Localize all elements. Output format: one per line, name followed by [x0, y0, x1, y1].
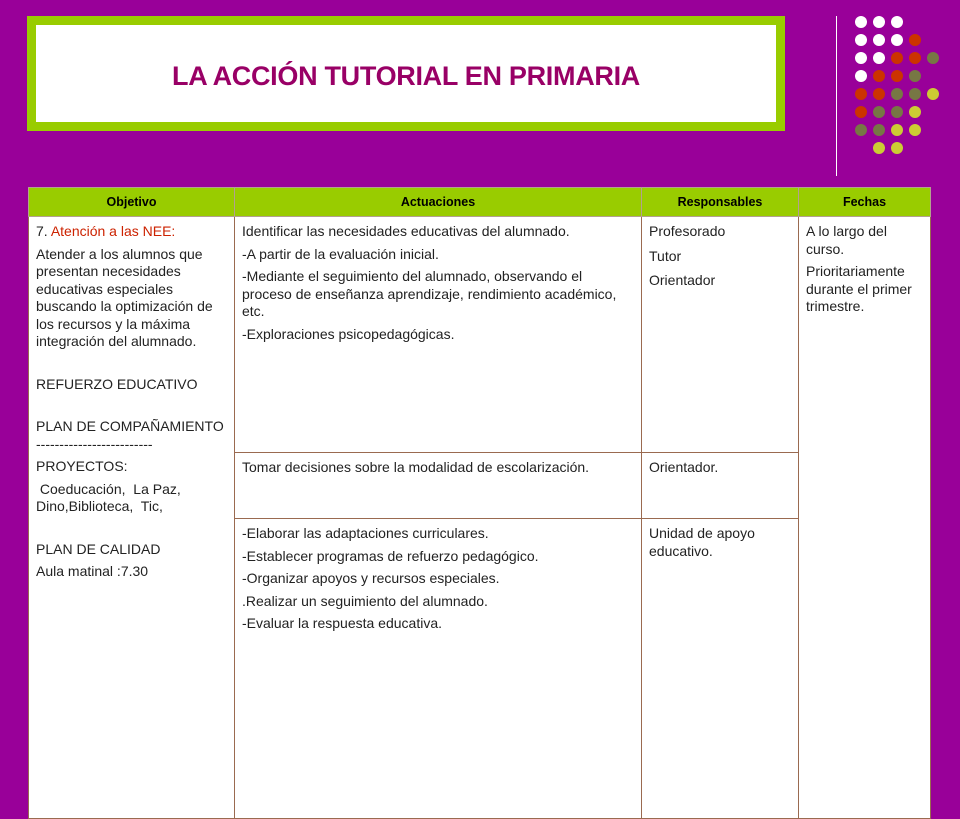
decorative-dot [873, 34, 885, 46]
tutorial-plan-table [28, 187, 931, 819]
decorative-dot [873, 124, 885, 136]
responsables-cell [642, 453, 799, 519]
decorative-dot [855, 106, 867, 118]
title-frame [27, 16, 785, 131]
decorative-dot [873, 142, 885, 154]
actuacion-text: .Realizar un seguimiento del alumnado. [242, 592, 488, 609]
objetivo-cell [29, 217, 235, 819]
responsable-text: Profesorado [649, 223, 726, 239]
actuacion-text: Identificar las necesidades educativas del alumnado. [242, 223, 570, 239]
objetivo-item: PROYECTOS: [36, 458, 128, 474]
header-actuaciones: Actuaciones [235, 188, 642, 217]
decorative-dot [891, 106, 903, 118]
decorative-dot [855, 34, 867, 46]
decorative-dot [855, 52, 867, 64]
decorative-dot [891, 70, 903, 82]
header-responsables: Responsables [642, 188, 799, 217]
actuacion-text: -Exploraciones psicopedagógicas. [242, 325, 455, 342]
decorative-dot [873, 70, 885, 82]
actuaciones-cell [235, 519, 642, 819]
actuacion-text: Tomar decisiones sobre la modalidad de escolarización. [242, 459, 590, 475]
decorative-dot [927, 88, 939, 100]
decorative-dot [855, 70, 867, 82]
decorative-dot [891, 34, 903, 46]
decorative-dot [909, 106, 921, 118]
slide-title: LA ACCIÓN TUTORIAL EN PRIMARIA [172, 61, 640, 91]
actuacion-text: -Mediante el seguimiento del alumnado, observando el proceso de enseñanza aprendizaje, rendimiento académico, etc. [242, 268, 617, 319]
objetivo-item: Coeducación, La Paz, Dino,Biblioteca, Tic, [36, 480, 185, 514]
decorative-dot [909, 34, 921, 46]
objetivo-highlight: Atención a las NEE: [50, 223, 176, 239]
decorative-dot [873, 52, 885, 64]
objetivo-item: PLAN DE CALIDAD [36, 540, 161, 557]
header-fechas: Fechas [799, 188, 931, 217]
decorative-dot [873, 88, 885, 100]
title-box [36, 25, 776, 122]
responsables-cell [642, 217, 799, 453]
responsable-text: Orientador [649, 272, 716, 288]
responsable-text: Orientador. [649, 459, 719, 475]
decorative-dot [891, 52, 903, 64]
decorative-dot [909, 88, 921, 100]
decorative-dot [927, 52, 939, 64]
decorative-dot [855, 16, 867, 28]
actuacion-text: -Evaluar la respuesta educativa. [242, 615, 442, 631]
actuacion-text: -Establecer programas de refuerzo pedagógico. [242, 547, 539, 564]
decorative-divider [836, 16, 837, 176]
decorative-dot [891, 88, 903, 100]
responsable-text: Tutor [649, 247, 682, 264]
decorative-dot-grid [855, 16, 955, 156]
fechas-text: Prioritariamente durante el primer trimestre. [806, 263, 912, 314]
decorative-dot [909, 52, 921, 64]
fechas-cell [799, 217, 931, 819]
objetivo-number: 7. [36, 223, 48, 239]
decorative-dot [891, 142, 903, 154]
objetivo-item: PLAN DE COMPAÑAMIENTO [36, 418, 224, 434]
decorative-dot [891, 124, 903, 136]
actuacion-text: -A partir de la evaluación inicial. [242, 245, 439, 262]
decorative-dot [891, 16, 903, 28]
decorative-dot [855, 124, 867, 136]
actuaciones-cell [235, 453, 642, 519]
objetivo-item: Aula matinal :7.30 [36, 563, 149, 579]
objetivo-item: ------------------------- [36, 435, 153, 452]
responsable-text: Unidad de apoyo educativo. [649, 525, 755, 559]
decorative-dot [855, 88, 867, 100]
table-header-row [29, 188, 931, 217]
actuacion-text: -Elaborar las adaptaciones curriculares. [242, 525, 489, 541]
decorative-dot [909, 70, 921, 82]
decorative-dot [909, 124, 921, 136]
decorative-dot [873, 16, 885, 28]
objetivo-item: REFUERZO EDUCATIVO [36, 375, 198, 392]
objetivo-description: Atender a los alumnos que presentan necesidades educativas especiales buscando la optimización de los recursos y la máxima integración del alumnado. [36, 245, 213, 349]
responsables-cell [642, 519, 799, 819]
table-row [29, 217, 931, 453]
actuacion-text: -Organizar apoyos y recursos especiales. [242, 570, 500, 586]
fechas-text: A lo largo del curso. [806, 223, 887, 257]
actuaciones-cell [235, 217, 642, 453]
header-objetivo: Objetivo [29, 188, 235, 217]
decorative-dot [873, 106, 885, 118]
objetivo-heading [36, 223, 227, 241]
